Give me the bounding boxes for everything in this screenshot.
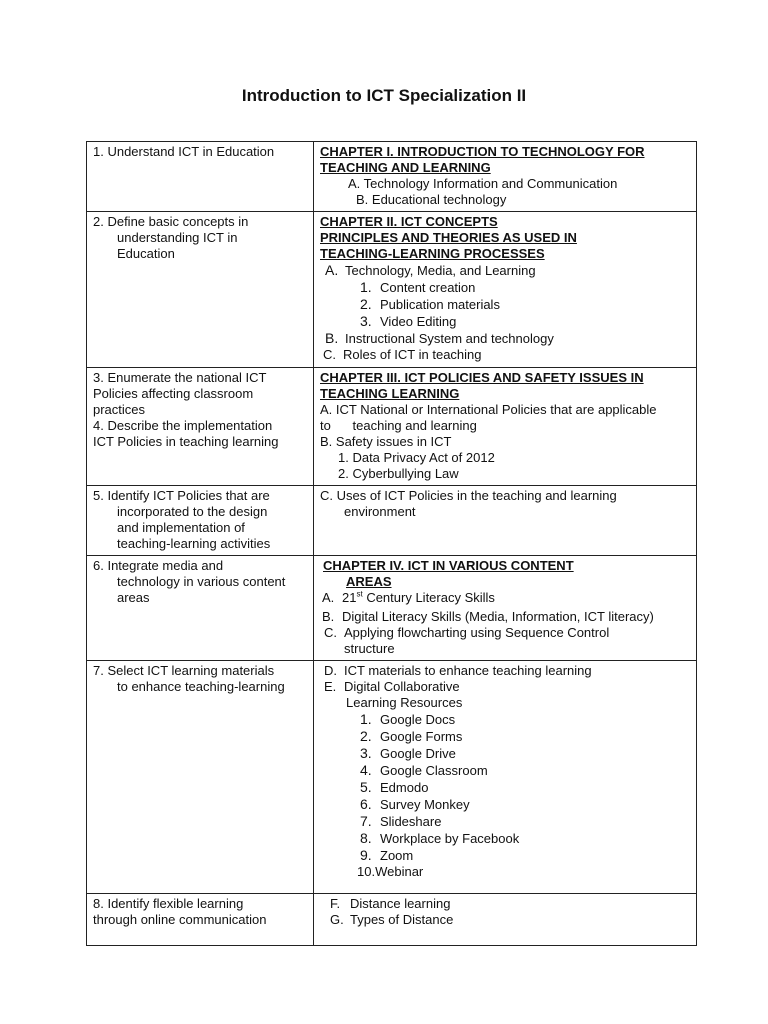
- content-cell: [314, 142, 697, 212]
- objective-cell: [87, 368, 314, 486]
- list-text: Digital Collaborative: [344, 679, 460, 694]
- list-item: [320, 762, 690, 779]
- objective-text: understanding ICT in: [117, 230, 238, 245]
- list-item: [320, 912, 690, 928]
- chapter-heading: AREAS: [346, 574, 392, 589]
- list-item: [320, 262, 690, 279]
- list-text: Learning Resources: [346, 695, 463, 710]
- list-text: Survey Monkey: [380, 797, 470, 812]
- page-title: Introduction to ICT Specialization II: [241, 86, 527, 105]
- list-text: Video Editing: [380, 314, 457, 329]
- table-row: [87, 212, 697, 368]
- list-marker: C.: [323, 347, 336, 362]
- list-item: 2. Cyberbullying Law: [338, 466, 459, 481]
- superscript: st: [356, 589, 363, 599]
- list-item: [320, 625, 690, 641]
- list-text: Technology, Media, and Learning: [345, 263, 536, 278]
- objective-text: areas: [117, 590, 150, 605]
- list-text: Google Docs: [380, 712, 456, 727]
- table-row: [87, 661, 697, 894]
- list-item: [320, 679, 690, 695]
- content-cell: [314, 556, 697, 661]
- list-item: [320, 641, 690, 657]
- objective-cell: [87, 556, 314, 661]
- list-text: Roles of ICT in teaching: [343, 347, 482, 362]
- list-text: Zoom: [380, 848, 414, 863]
- objective-cell: [87, 212, 314, 368]
- objective-text: 3. Enumerate the national ICT: [93, 370, 267, 385]
- list-item: [320, 864, 690, 880]
- list-text: Content creation: [380, 280, 476, 295]
- content-cell: [314, 368, 697, 486]
- list-item: B. Educational technology: [356, 192, 507, 207]
- list-item: C. Uses of ICT Policies in the teaching and learning: [320, 488, 617, 503]
- objective-text: 1. Understand ICT in Education: [93, 144, 275, 159]
- table-row: [87, 368, 697, 486]
- content-cell: [314, 661, 697, 894]
- list-item: to teaching and learning: [320, 418, 477, 433]
- list-item: [320, 313, 690, 330]
- list-marker: 8.: [360, 830, 372, 846]
- list-marker: 6.: [360, 796, 372, 812]
- list-text: Google Drive: [380, 746, 456, 761]
- list-marker: A.: [325, 262, 339, 278]
- list-text: Types of Distance: [350, 912, 454, 927]
- chapter-heading: TEACHING LEARNING: [320, 386, 460, 401]
- list-item: [320, 796, 690, 813]
- list-item: [320, 711, 690, 728]
- table-row: [87, 486, 697, 556]
- list-marker: 3.: [360, 745, 372, 761]
- objective-text: to enhance teaching-learning: [117, 679, 285, 694]
- objective-text: through online communication: [93, 912, 267, 927]
- list-item: [320, 779, 690, 796]
- objective-text: incorporated to the design: [117, 504, 268, 519]
- list-text: Distance learning: [350, 896, 451, 911]
- objective-text: and implementation of: [117, 520, 245, 535]
- chapter-heading: CHAPTER II. ICT CONCEPTS: [320, 214, 498, 229]
- list-item: [320, 728, 690, 745]
- objective-text: practices: [93, 402, 146, 417]
- list-item: B. Safety issues in ICT: [320, 434, 452, 449]
- chapter-heading: CHAPTER IV. ICT IN VARIOUS CONTENT: [323, 558, 574, 573]
- list-marker: 1.: [360, 279, 372, 295]
- list-text: Google Classroom: [380, 763, 488, 778]
- objective-text: ICT Policies in teaching learning: [93, 434, 279, 449]
- list-marker: 2.: [360, 728, 372, 744]
- objective-text: 8. Identify flexible learning: [93, 896, 244, 911]
- objective-cell: [87, 486, 314, 556]
- list-item: [320, 813, 690, 830]
- list-item: [320, 296, 690, 313]
- list-marker: 3.: [360, 313, 372, 329]
- content-cell: [314, 212, 697, 368]
- content-cell: [314, 486, 697, 556]
- list-item: [320, 695, 690, 711]
- list-item: A. Technology Information and Communication: [348, 176, 618, 191]
- list-item: 1. Data Privacy Act of 2012: [338, 450, 495, 465]
- table-row: [87, 556, 697, 661]
- list-marker: B.: [322, 609, 335, 624]
- table-row: [87, 142, 697, 212]
- chapter-heading: PRINCIPLES AND THEORIES AS USED IN: [320, 230, 577, 245]
- chapter-heading: CHAPTER I. INTRODUCTION TO TECHNOLOGY FOR: [320, 144, 645, 159]
- list-text: Instructional System and technology: [345, 331, 554, 346]
- list-item: [320, 347, 690, 363]
- list-marker: C.: [324, 625, 337, 640]
- list-text: Applying flowcharting using Sequence Control: [344, 625, 610, 640]
- objective-cell: [87, 142, 314, 212]
- list-item: [320, 830, 690, 847]
- content-cell: [314, 894, 697, 946]
- list-text: Publication materials: [380, 297, 500, 312]
- list-text: Webinar: [375, 864, 424, 879]
- chapter-heading: CHAPTER III. ICT POLICIES AND SAFETY ISSUES IN: [320, 370, 644, 385]
- list-text: Google Forms: [380, 729, 463, 744]
- objective-cell: [87, 661, 314, 894]
- list-marker: 2.: [360, 296, 372, 312]
- objective-text: 5. Identify ICT Policies that are: [93, 488, 270, 503]
- list-item: [320, 847, 690, 864]
- list-item: [320, 279, 690, 296]
- objective-text: Policies affecting classroom: [93, 386, 254, 401]
- objective-text: 7. Select ICT learning materials: [93, 663, 275, 678]
- list-text: 21: [342, 590, 357, 605]
- list-marker: F.: [330, 896, 341, 911]
- table-row: [87, 894, 697, 946]
- objective-text: Education: [117, 246, 175, 261]
- list-marker: A.: [322, 590, 335, 605]
- list-marker: E.: [324, 679, 337, 694]
- list-marker: 7.: [360, 813, 372, 829]
- list-item: [320, 330, 690, 347]
- list-item: A. ICT National or International Policies that are applicable: [320, 402, 657, 417]
- objective-text: 2. Define basic concepts in: [93, 214, 249, 229]
- list-text: Century Literacy Skills: [362, 590, 495, 605]
- chapter-heading: TEACHING AND LEARNING: [320, 160, 491, 175]
- objective-text: 6. Integrate media and: [93, 558, 224, 573]
- chapter-heading: TEACHING-LEARNING PROCESSES: [320, 246, 545, 261]
- syllabus-table: [86, 141, 697, 946]
- objective-text: 4. Describe the implementation: [93, 418, 273, 433]
- list-item: [320, 745, 690, 762]
- list-text: Workplace by Facebook: [380, 831, 520, 846]
- list-marker: 10.: [357, 864, 376, 879]
- list-marker: D.: [324, 663, 337, 678]
- list-item: [320, 609, 690, 625]
- list-item: [320, 590, 690, 606]
- list-item: [320, 663, 690, 679]
- list-marker: 5.: [360, 779, 372, 795]
- objective-text: teaching-learning activities: [117, 536, 271, 551]
- list-item: environment: [344, 504, 416, 519]
- list-text: Slideshare: [380, 814, 442, 829]
- list-text: structure: [344, 641, 395, 656]
- list-marker: B.: [325, 330, 339, 346]
- list-text: Edmodo: [380, 780, 429, 795]
- objective-cell: [87, 894, 314, 946]
- list-marker: 9.: [360, 847, 372, 863]
- list-text: Digital Literacy Skills (Media, Information, ICT literacy): [342, 609, 654, 624]
- list-text: ICT materials to enhance teaching learning: [344, 663, 592, 678]
- list-marker: 4.: [360, 762, 372, 778]
- objective-text: technology in various content: [117, 574, 286, 589]
- list-marker: G.: [330, 912, 344, 927]
- list-item: [320, 896, 690, 912]
- list-marker: 1.: [360, 711, 372, 727]
